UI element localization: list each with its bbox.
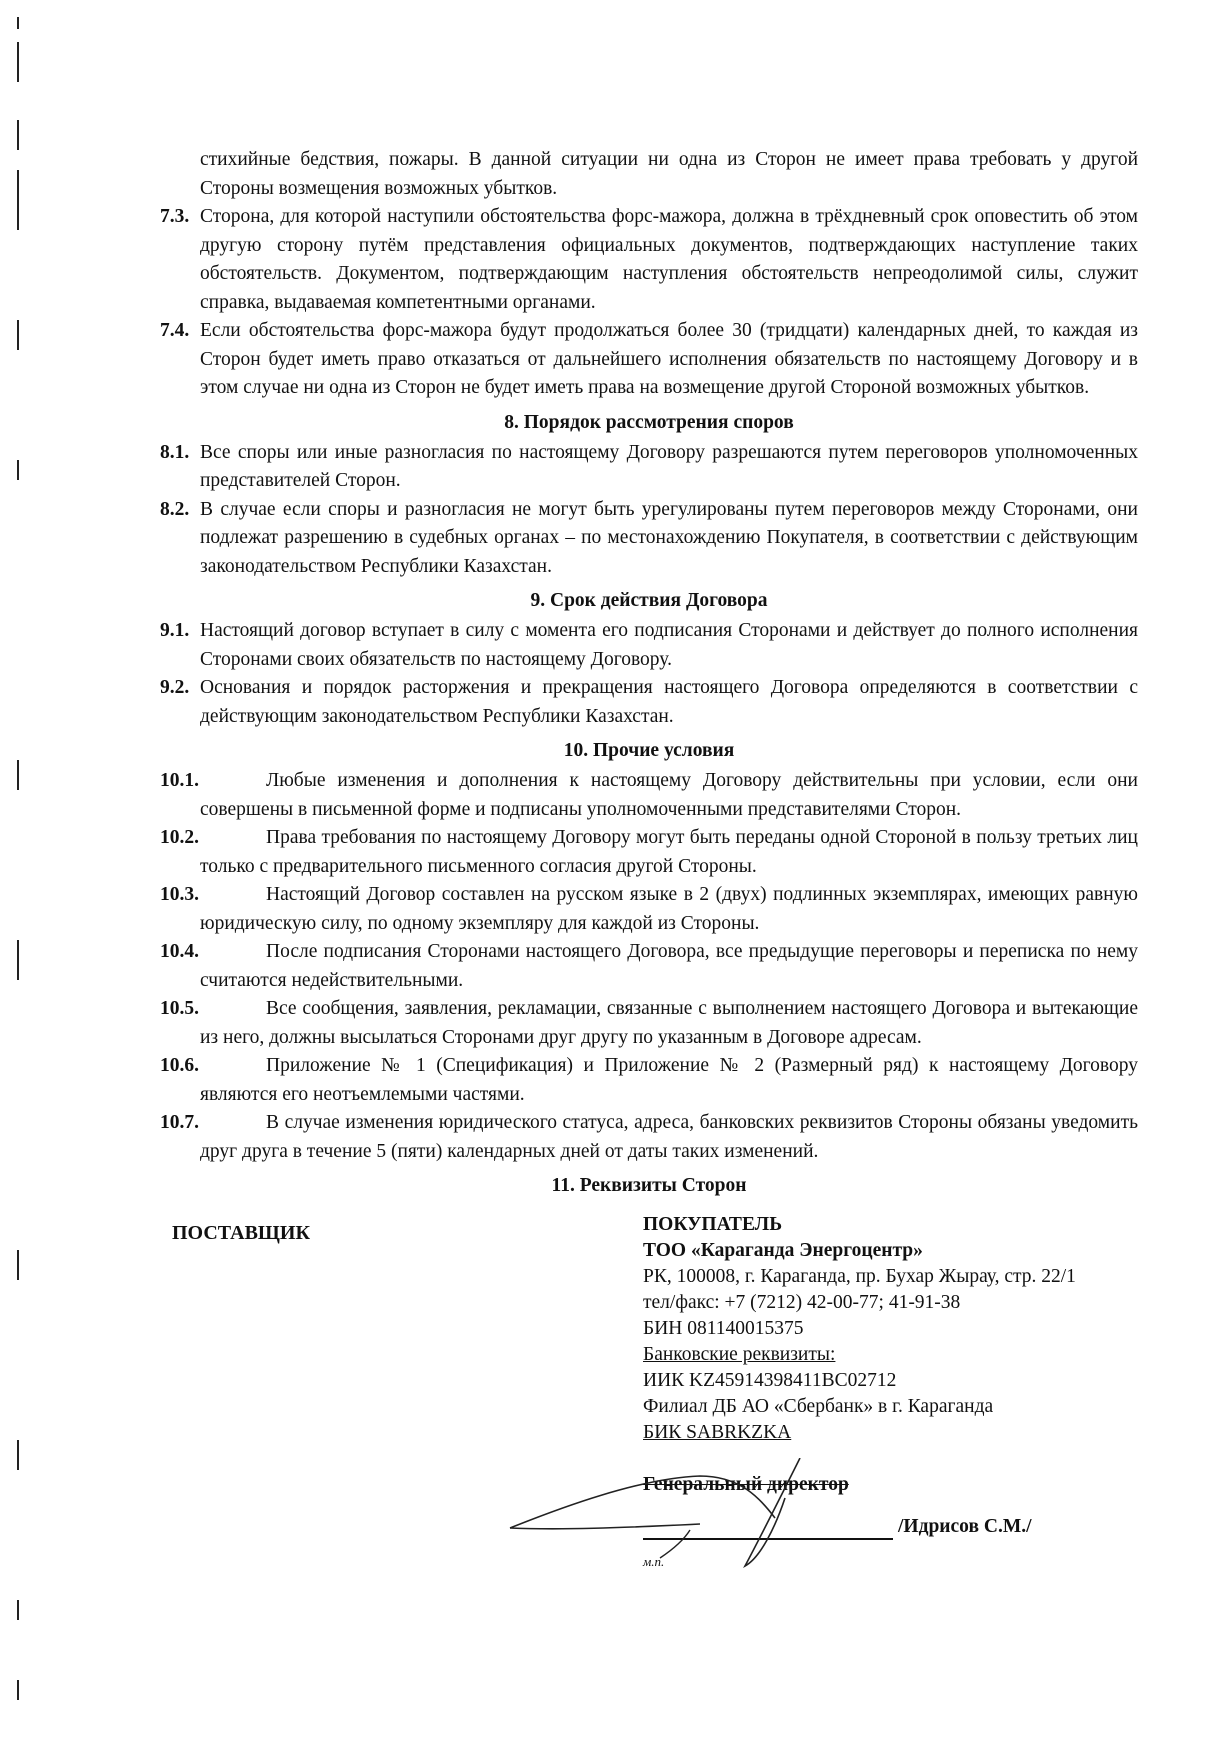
clause-number: 10.6. (160, 1055, 199, 1076)
clause-text: Настоящий Договор составлен на русском языке в 2 (двух) подлинных экземплярах, имеющих равную юридическую силу, по одному экземпляру для каждой из Стороны. (200, 884, 1138, 934)
buyer-label: ПОКУПАТЕЛЬ (643, 1214, 783, 1235)
buyer-phone: тел/факс: +7 (7212) 42-00-77; 41-91-38 (643, 1292, 961, 1313)
clause-text: Любые изменения и дополнения к настоящему Договору действительны при условии, если они совершены в письменной форме и подписаны уполномоченными представителями Сторон. (200, 770, 1138, 820)
bank-details-label: Банковские реквизиты: (643, 1344, 836, 1365)
section-heading-10: 10. Прочие условия (563, 740, 735, 761)
buyer-bank: Филиал ДБ АО «Сбербанк» в г. Караганда (643, 1396, 994, 1417)
clause-text: После подписания Сторонами настоящего Договора, все предыдущие переговоры и переписка по нему считаются недействительными. (200, 941, 1138, 991)
scan-margin-mark (17, 120, 19, 150)
buyer-bik: БИК SABRKZKA (643, 1422, 792, 1443)
clause-text: Настоящий договор вступает в силу с момента его подписания Сторонами и действует до полного исполнения Сторонами своих обязательств по настоящему Договору. (200, 620, 1138, 670)
scan-margin-mark (17, 17, 19, 29)
handwritten-signature-icon (500, 1458, 830, 1578)
clause-8-2 (160, 496, 1138, 582)
buyer-bin: БИН 081140015375 (643, 1318, 804, 1339)
scan-margin-mark (17, 170, 19, 230)
clause-10-4 (160, 938, 1138, 995)
scan-margin-mark (17, 940, 19, 980)
clause-number: 10.5. (160, 998, 199, 1019)
contract-body (160, 146, 1138, 1596)
clause-9-2 (160, 674, 1138, 731)
signatory-name: /Идрисов С.М./ (898, 1516, 1032, 1537)
clause-text: Основания и порядок расторжения и прекращения настоящего Договора определяются в соответствии с действующим законодательством Республики Казахстан. (200, 677, 1138, 727)
section-heading-11: 11. Реквизиты Сторон (551, 1175, 747, 1196)
clause-number: 7.4. (160, 320, 190, 341)
scan-margin-mark (17, 1600, 19, 1620)
clause-8-1 (160, 439, 1138, 496)
clause-10-6 (160, 1052, 1138, 1109)
clause-10-7 (160, 1109, 1138, 1166)
stamp-place: м.п. (643, 1554, 665, 1569)
clause-number: 9.2. (160, 677, 190, 698)
clause-text: Приложение № 1 (Спецификация) и Приложение № 2 (Размерный ряд) к настоящему Договору являются его неотъемлемыми частями. (200, 1055, 1138, 1105)
clause-10-5 (160, 995, 1138, 1052)
scan-margin-mark (17, 320, 19, 350)
clause-text: Все сообщения, заявления, рекламации, связанные с выполнением настоящего Договора и вытекающие из него, должны высылаться Сторонами друг другу по указанным в Договоре адресам. (200, 998, 1138, 1048)
clause-number: 9.1. (160, 620, 190, 641)
supplier-label: ПОСТАВЩИК (172, 1222, 310, 1244)
clause-number: 10.1. (160, 770, 199, 791)
clause-number: 10.7. (160, 1112, 199, 1133)
clause-number: 7.3. (160, 206, 190, 227)
clause-text: Если обстоятельства форс-мажора будут продолжаться более 30 (тридцати) календарных дней, то каждая из Сторон будет иметь право отказаться от дальнейшего исполнения обязательств по настоящему Договору и в этом случае ни одна из Сторон не будет иметь права на возмещение другой Стороной возможных убытков. (200, 320, 1138, 398)
clause-10-1 (160, 767, 1138, 824)
buyer-details (643, 1212, 1076, 1446)
section-heading-8: 8. Порядок рассмотрения споров (504, 411, 794, 433)
clause-text: Сторона, для которой наступили обстоятельства форс-мажора, должна в трёхдневный срок оповестить об этом другую сторону путём представления официальных документов, подтверждающих наступление таких обстоятельств. Документом, подтверждающим наступления обстоятельств непреодолимой силы, служит справка, выдаваемая компетентными органами. (200, 206, 1138, 313)
clause-number: 8.1. (160, 441, 190, 463)
section-heading-9: 9. Срок действия Договора (530, 590, 768, 611)
scan-margin-mark (17, 1440, 19, 1470)
clause-10-3 (160, 881, 1138, 938)
buyer-company: ТОО «Караганда Энергоцентр» (643, 1240, 923, 1261)
buyer-iik: ИИК KZ45914398411BC02712 (643, 1370, 897, 1391)
clause-text: Права требования по настоящему Договору могут быть переданы одной Стороной в пользу третьих лиц только с предварительного письменного согласия другой Стороны. (200, 827, 1138, 877)
clause-text: Все споры или иные разногласия по настоящему Договору разрешаются путем переговоров уполномоченных представителей Сторон. (200, 441, 1138, 491)
scan-margin-mark (17, 460, 19, 480)
clause-number: 10.4. (160, 941, 199, 962)
scan-margin-mark (17, 760, 19, 790)
clause-number: 8.2. (160, 498, 190, 520)
scan-margin-mark (17, 1680, 19, 1700)
clause-number: 10.2. (160, 827, 199, 848)
clause-number: 10.3. (160, 884, 199, 905)
clause-text: В случае если споры и разногласия не могут быть урегулированы путем переговоров между Сторонами, они подлежат разрешению в судебных органах – по местонахождению Покупателя, в соответствии с действующим законодательством Республики Казахстан. (200, 498, 1138, 577)
continued-paragraph: стихийные бедствия, пожары. В данной ситуации ни одна из Сторон не имеет права требовать у другой Стороны возмещения возможных убытков. (200, 149, 1138, 199)
clause-7-4 (160, 317, 1138, 403)
clause-9-1 (160, 617, 1138, 674)
scan-margin-mark (17, 42, 19, 82)
signatory-position: Генеральный директор (643, 1474, 849, 1495)
clause-10-2 (160, 824, 1138, 881)
buyer-address: РК, 100008, г. Караганда, пр. Бухар Жырау, стр. 22/1 (643, 1266, 1076, 1287)
clause-text: В случае изменения юридического статуса, адреса, банковских реквизитов Стороны обязаны уведомить друг друга в течение 5 (пяти) календарных дней от даты таких изменений. (200, 1112, 1138, 1162)
clause-7-3 (160, 203, 1138, 317)
scan-margin-mark (17, 1250, 19, 1280)
